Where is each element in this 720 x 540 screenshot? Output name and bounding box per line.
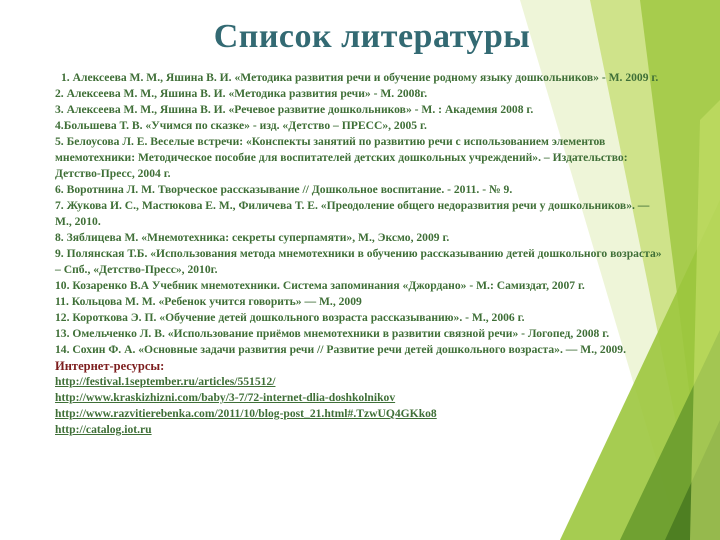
reference-item: 12. Короткова Э. П. «Обучение детей дошкольного возраста рассказыванию». - М., 2006 г.: [55, 311, 525, 324]
resource-link[interactable]: http://catalog.iot.ru: [55, 423, 152, 436]
reference-item: 10. Козаренко В.А Учебник мнемотехники. Система запоминания «Джордано» - М.: Самиздат, 2007 г.: [55, 279, 585, 292]
internet-resources-heading: Интернет-ресурсы:: [55, 359, 165, 373]
page-title: Список литературы: [213, 18, 531, 55]
reference-list: [55, 70, 665, 438]
reference-item: 13. Омельченко Л. В. «Использование приёмов мнемотехники в развитии связной речи» - Логопед, 2008 г.: [55, 327, 610, 340]
reference-item: 8. Зяблицева М. «Мнемотехника: секреты суперпамяти», М., Эксмо, 2009 г.: [55, 231, 450, 244]
reference-item: 5. Белоусова Л. Е. Веселые встречи: «Конспекты занятий по развитию речи с использованием элементов мнемотехники: Методическое пособие для воспитателей детских дошкольных учреждений». – Издательство: Детство-Пресс, 2004 г.: [55, 135, 628, 180]
reference-item: 1. Алексеева М. М., Яшина В. И. «Методика развития речи и обучение родному языку дошкольников» - М. 2009 г.: [61, 71, 659, 84]
reference-item: 3. Алексеева М. М., Яшина В. И. «Речевое развитие дошкольников» - М. : Академия 2008 г.: [55, 103, 534, 116]
resource-link[interactable]: http://www.kraskizhizni.com/baby/3-7/72-internet-dlia-doshkolnikov: [55, 391, 396, 404]
reference-item: 7. Жукова И. С., Мастюкова Е. М., Филичева Т. Е. «Преодоление общего недоразвития речи у дошкольников». — М., 2010.: [55, 199, 650, 228]
reference-item: 14. Сохин Ф. А. «Основные задачи развития речи // Развитие речи детей дошкольного возраста». — М., 2009.: [55, 343, 626, 356]
resource-link[interactable]: http://www.razvitierebenka.com/2011/10/blog-post_21.html#.TzwUQ4GKko8: [55, 407, 437, 420]
reference-item: 2. Алексеева М. М., Яшина В. И. «Методика развития речи» - М. 2008г.: [55, 87, 428, 100]
resource-link[interactable]: http://festival.1september.ru/articles/551512/: [55, 375, 276, 388]
reference-item: 4.Большева Т. В. «Учимся по сказке» - изд. «Детство – ПРЕСС», 2005 г.: [55, 119, 427, 132]
reference-item: 11. Кольцова М. М. «Ребенок учится говорить» — М., 2009: [55, 295, 362, 308]
reference-item: 6. Воротнина Л. М. Творческое рассказывание // Дошкольное воспитание. - 2011. - № 9.: [55, 183, 513, 196]
reference-item: 9. Полянская Т.Б. «Использования метода мнемотехники в обучению рассказыванию детей дошкольного возраста» – Спб., «Детство-Пресс», 2010г.: [55, 247, 662, 276]
